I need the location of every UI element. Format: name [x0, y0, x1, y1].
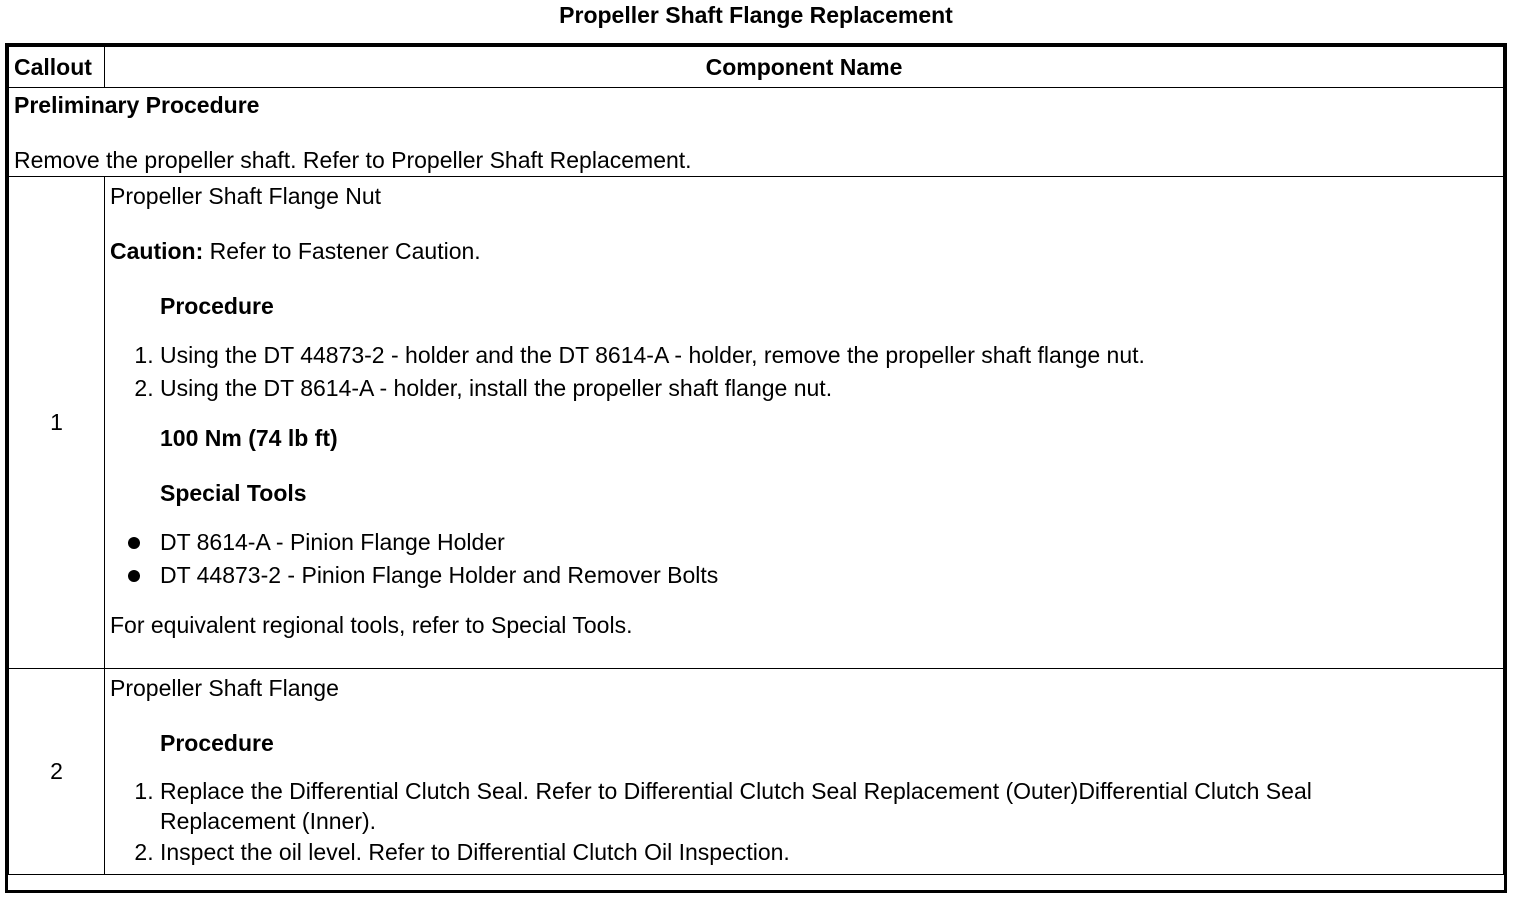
procedure-steps: [110, 339, 1503, 405]
callout-header: Callout: [9, 47, 105, 88]
torque-spec: 100 Nm (74 lb ft): [160, 425, 338, 451]
bullet-icon: [128, 570, 140, 582]
table-row: [9, 669, 1504, 875]
preliminary-heading: Preliminary Procedure: [14, 92, 260, 118]
caution-text: Refer to Fastener Caution.: [203, 238, 481, 264]
procedure-heading: Procedure: [160, 293, 274, 319]
bullet-icon: [128, 537, 140, 549]
list-item: 2. Using the DT 8614-A - holder, install the propeller shaft flange nut.: [160, 372, 1503, 405]
tool-label: DT 44873-2 - Pinion Flange Holder and Remover Bolts: [160, 562, 719, 588]
page-title: Propeller Shaft Flange Replacement: [559, 2, 953, 28]
list-item: 2. Inspect the oil level. Refer to Differential Clutch Oil Inspection.: [160, 836, 1503, 869]
component-name: Propeller Shaft Flange Nut: [110, 183, 382, 209]
caution-note: [110, 240, 1503, 262]
procedure-heading: Procedure: [160, 730, 274, 756]
list-item: [160, 559, 1503, 592]
caution-label: Caution:: [110, 238, 204, 264]
list-item: [160, 526, 1503, 559]
regional-tools-note: For equivalent regional tools, refer to Special Tools.: [110, 612, 633, 638]
preliminary-text: Remove the propeller shaft. Refer to Propeller Shaft Replacement.: [14, 147, 692, 173]
special-tools-heading: Special Tools: [160, 480, 307, 506]
header-row: [9, 47, 1504, 88]
procedure-table-frame: [5, 43, 1507, 893]
list-item: 1. Using the DT 44873-2 - holder and the DT 8614-A - holder, remove the propeller shaft flange nut.: [160, 339, 1503, 372]
component-name: Propeller Shaft Flange: [110, 675, 339, 701]
callout-number: 1: [9, 177, 105, 669]
table-row: [9, 177, 1504, 669]
special-tools-list: [110, 526, 1503, 592]
callout-number: 2: [9, 669, 105, 875]
preliminary-row: [9, 88, 1504, 177]
list-item: 1. Replace the Differential Clutch Seal. Refer to Differential Clutch Seal Replacement (Outer)Differential Clutch Seal Replacement (Inner).: [160, 776, 1503, 836]
procedure-steps: [110, 776, 1503, 869]
procedure-table: [8, 46, 1504, 875]
tool-label: DT 8614-A - Pinion Flange Holder: [160, 529, 505, 555]
component-name-header: Component Name: [105, 47, 1504, 88]
